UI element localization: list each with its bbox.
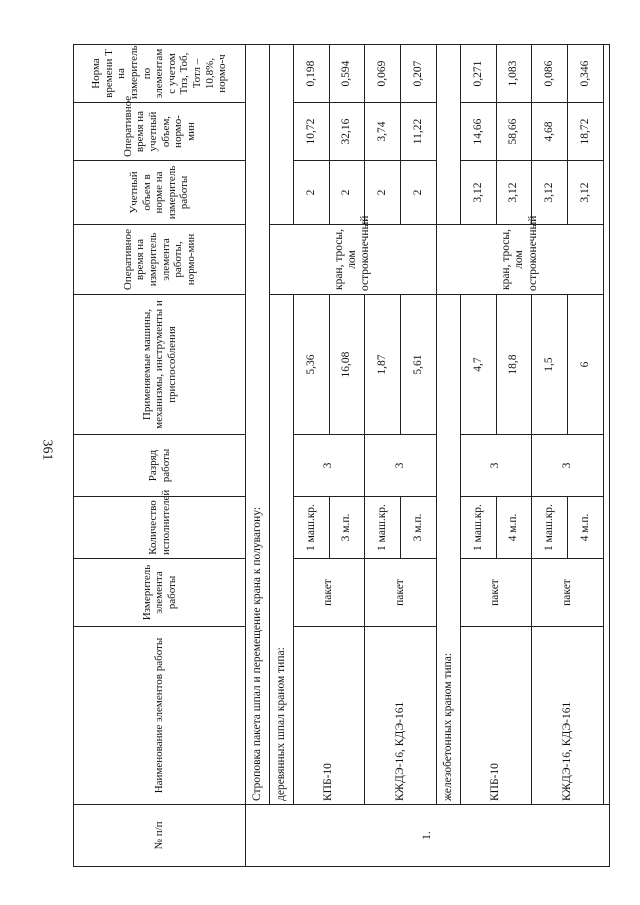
count-cell: 3 м.п. bbox=[329, 497, 365, 559]
op-time-cell: 5,36 bbox=[293, 295, 329, 435]
rotated-table-wrapper bbox=[73, 45, 610, 867]
op-time-cell: 18,8 bbox=[496, 295, 532, 435]
norm-cell: 0,594 bbox=[329, 45, 365, 103]
header-count: Количество исполнителей bbox=[74, 497, 246, 559]
norms-table bbox=[73, 44, 610, 867]
row-number: 1. bbox=[246, 805, 610, 867]
subgroup-name: КЖДЭ-16, КДЭ-161 bbox=[532, 627, 604, 805]
subgroup-meter: пакет bbox=[460, 559, 532, 627]
op-time-vol-cell: 11,22 bbox=[401, 103, 437, 161]
volume-cell: 3,12 bbox=[496, 161, 532, 225]
header-volume: Учетный объем в норме на измеритель работы bbox=[74, 161, 246, 225]
op-time-vol-cell: 4,68 bbox=[532, 103, 568, 161]
subgroup-name: КПБ-10 bbox=[293, 627, 365, 805]
grade-cell: 3 bbox=[293, 435, 365, 497]
count-cell: 1 маш.кр. bbox=[460, 497, 496, 559]
volume-cell: 2 bbox=[329, 161, 365, 225]
op-time-cell: 6 bbox=[568, 295, 604, 435]
op-time-vol-cell: 14,66 bbox=[460, 103, 496, 161]
header-name: Наименование элементов работы bbox=[74, 627, 246, 805]
op-time-vol-cell: 32,16 bbox=[329, 103, 365, 161]
bottom-spacer bbox=[603, 45, 609, 805]
header-op-time-vol: Оперативное время на учетный объем, нормо-мин bbox=[74, 103, 246, 161]
norm-cell: 0,346 bbox=[568, 45, 604, 103]
op-time-vol-cell: 58,66 bbox=[496, 103, 532, 161]
count-cell: 1 маш.кр. bbox=[532, 497, 568, 559]
count-cell: 1 маш.кр. bbox=[365, 497, 401, 559]
spacer bbox=[269, 45, 293, 225]
volume-cell: 2 bbox=[293, 161, 329, 225]
op-time-cell: 16,08 bbox=[329, 295, 365, 435]
section-title: Строповка пакета шпал и перемещение крана к полувагону: bbox=[246, 45, 270, 805]
subgroup-name: КЖДЭ-16, КДЭ-161 bbox=[365, 627, 437, 805]
grade-cell: 3 bbox=[532, 435, 604, 497]
header-row bbox=[74, 45, 246, 867]
op-time-vol-cell: 10,72 bbox=[293, 103, 329, 161]
header-meter: Измеритель элемента работы bbox=[74, 559, 246, 627]
op-time-vol-cell: 3,74 bbox=[365, 103, 401, 161]
norm-cell: 0,069 bbox=[365, 45, 401, 103]
volume-cell: 2 bbox=[401, 161, 437, 225]
grade-cell: 3 bbox=[365, 435, 437, 497]
norm-cell: 0,086 bbox=[532, 45, 568, 103]
norm-cell: 1,083 bbox=[496, 45, 532, 103]
header-machines: Применяемые машины, механизмы, инструменты и приспособления bbox=[74, 295, 246, 435]
volume-cell: 3,12 bbox=[460, 161, 496, 225]
volume-cell: 3,12 bbox=[532, 161, 568, 225]
group-title: железобетонных краном типа: bbox=[436, 295, 460, 805]
subgroup-meter: пакет bbox=[532, 559, 604, 627]
spacer bbox=[436, 45, 460, 225]
volume-cell: 3,12 bbox=[568, 161, 604, 225]
op-time-cell: 4,7 bbox=[460, 295, 496, 435]
header-op-time: Оперативное время на измеритель элемента работы, нормо-мин bbox=[74, 225, 246, 295]
op-time-cell: 5,61 bbox=[401, 295, 437, 435]
norm-cell: 0,207 bbox=[401, 45, 437, 103]
page-number: 361 bbox=[39, 439, 55, 461]
norm-cell: 0,271 bbox=[460, 45, 496, 103]
norm-cell: 0,198 bbox=[293, 45, 329, 103]
op-time-vol-cell: 18,72 bbox=[568, 103, 604, 161]
volume-cell: 2 bbox=[365, 161, 401, 225]
header-num: № п/п bbox=[74, 805, 246, 867]
subgroup-meter: пакет bbox=[293, 559, 365, 627]
subgroup-name: КПБ-10 bbox=[460, 627, 532, 805]
header-grade: Разряд работы bbox=[74, 435, 246, 497]
group-machines: кран, тросы, лом остроконечный bbox=[269, 225, 436, 295]
subgroup-meter: пакет bbox=[365, 559, 437, 627]
count-cell: 1 маш.кр. bbox=[293, 497, 329, 559]
group-title: деревянных шпал краном типа: bbox=[269, 295, 293, 805]
count-cell: 3 м.п. bbox=[401, 497, 437, 559]
op-time-cell: 1,5 bbox=[532, 295, 568, 435]
header-norm: Норма времени Т на измеритель по элементам с учетом Тпз, Тоб, Тотл – 10,8%, нормо-ч bbox=[74, 45, 246, 103]
group-machines: кран, тросы, лом остроконечный bbox=[436, 225, 603, 295]
count-cell: 4 м.п. bbox=[496, 497, 532, 559]
count-cell: 4 м.п. bbox=[568, 497, 604, 559]
grade-cell: 3 bbox=[460, 435, 532, 497]
op-time-cell: 1,87 bbox=[365, 295, 401, 435]
